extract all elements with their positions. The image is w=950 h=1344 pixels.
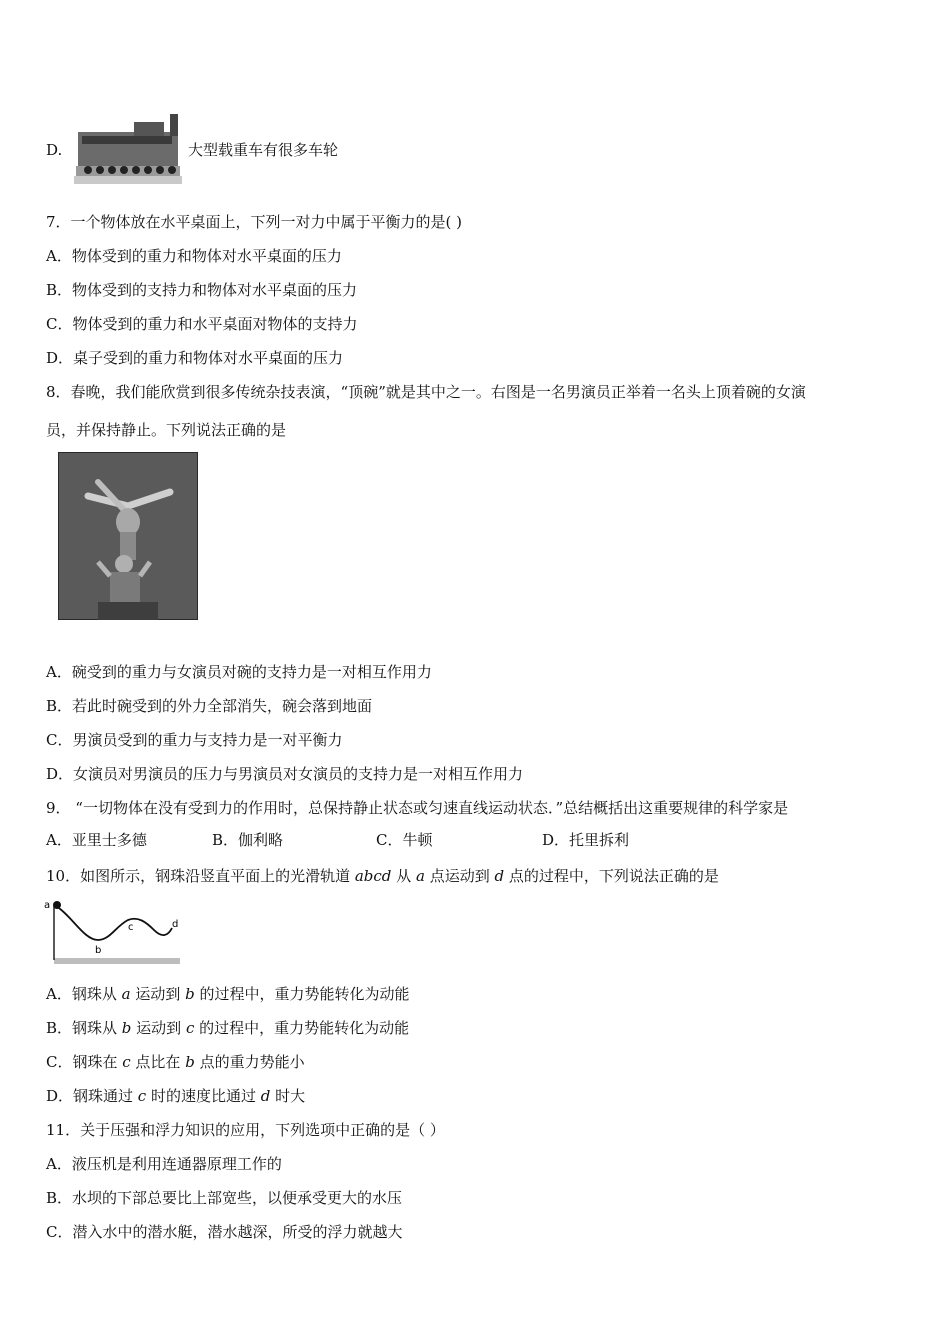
q6-option-d-text: 大型载重车有很多车轮 xyxy=(188,141,339,159)
q7-stem: 7．一个物体放在水平桌面上，下列一对力中属于平衡力的是( ) xyxy=(46,213,463,231)
q10-option-c: C．钢珠在 c 点比在 b 点的重力势能小 xyxy=(46,1053,305,1071)
q8-option-c: C．男演员受到的重力与支持力是一对平衡力 xyxy=(46,731,343,749)
q8-stem-line2: 员，并保持静止。下列说法正确的是 xyxy=(46,421,287,439)
label-c: c xyxy=(128,922,134,933)
q10-option-a: A．钢珠从 a 运动到 b 的过程中，重力势能转化为动能 xyxy=(46,985,410,1003)
q6-option-d-letter: D. xyxy=(46,141,63,159)
q7-option-b: B．物体受到的支持力和物体对水平桌面的压力 xyxy=(46,281,358,299)
q8-stem-line1: 8．春晚，我们能欣赏到很多传统杂技表演，“顶碗”就是其中之一。右图是一名男演员正举着一名头上顶着碗的女演 xyxy=(46,383,806,401)
q8-option-a: A．碗受到的重力与女演员对碗的支持力是一对相互作用力 xyxy=(46,663,432,681)
q11-option-b: B．水坝的下部总要比上部宽些，以便承受更大的水压 xyxy=(46,1189,403,1207)
label-a: a xyxy=(44,900,51,911)
q10-option-d: D．钢珠通过 c 时的速度比通过 d 时大 xyxy=(46,1087,306,1105)
steel-ball xyxy=(53,901,61,909)
label-d: d xyxy=(172,919,179,930)
q7-option-a: A．物体受到的重力和物体对水平桌面的压力 xyxy=(46,247,342,265)
q8-option-b: B．若此时碗受到的外力全部消失，碗会落到地面 xyxy=(46,697,373,715)
q7-option-d: D．桌子受到的重力和物体对水平桌面的压力 xyxy=(46,349,344,367)
q9-option-a: A．亚里士多德 xyxy=(46,831,147,849)
q10-stem: 10．如图所示，钢珠沿竖直平面上的光滑轨道 abcd 从 a 点运动到 d 点的过程中，下列说法正确的是 xyxy=(46,867,719,885)
track-diagram xyxy=(42,896,182,970)
q9-option-b: B．伽利略 xyxy=(212,831,284,849)
q9-option-c: C．牛顿 xyxy=(376,831,433,849)
q10-option-b: B．钢珠从 b 运动到 c 的过程中，重力势能转化为动能 xyxy=(46,1019,410,1037)
q8-option-d: D．女演员对男演员的压力与男演员对女演员的支持力是一对相互作用力 xyxy=(46,765,524,783)
label-b: b xyxy=(95,945,102,956)
q9-option-d: D．托里拆利 xyxy=(542,831,630,849)
q11-stem: 11．关于压强和浮力知识的应用，下列选项中正确的是（ ） xyxy=(46,1121,445,1139)
truck-image xyxy=(74,110,182,184)
q7-option-c: C．物体受到的重力和水平桌面对物体的支持力 xyxy=(46,315,358,333)
q11-option-c: C．潜入水中的潜水艇，潜水越深，所受的浮力就越大 xyxy=(46,1223,403,1241)
acrobat-photo xyxy=(58,452,198,620)
q9-stem: 9． “一切物体在没有受到力的作用时，总保持静止状态或匀速直线运动状态．”总结概括出这重要规律的科学家是 xyxy=(46,799,789,817)
q11-option-a: A．液压机是利用连通器原理工作的 xyxy=(46,1155,282,1173)
